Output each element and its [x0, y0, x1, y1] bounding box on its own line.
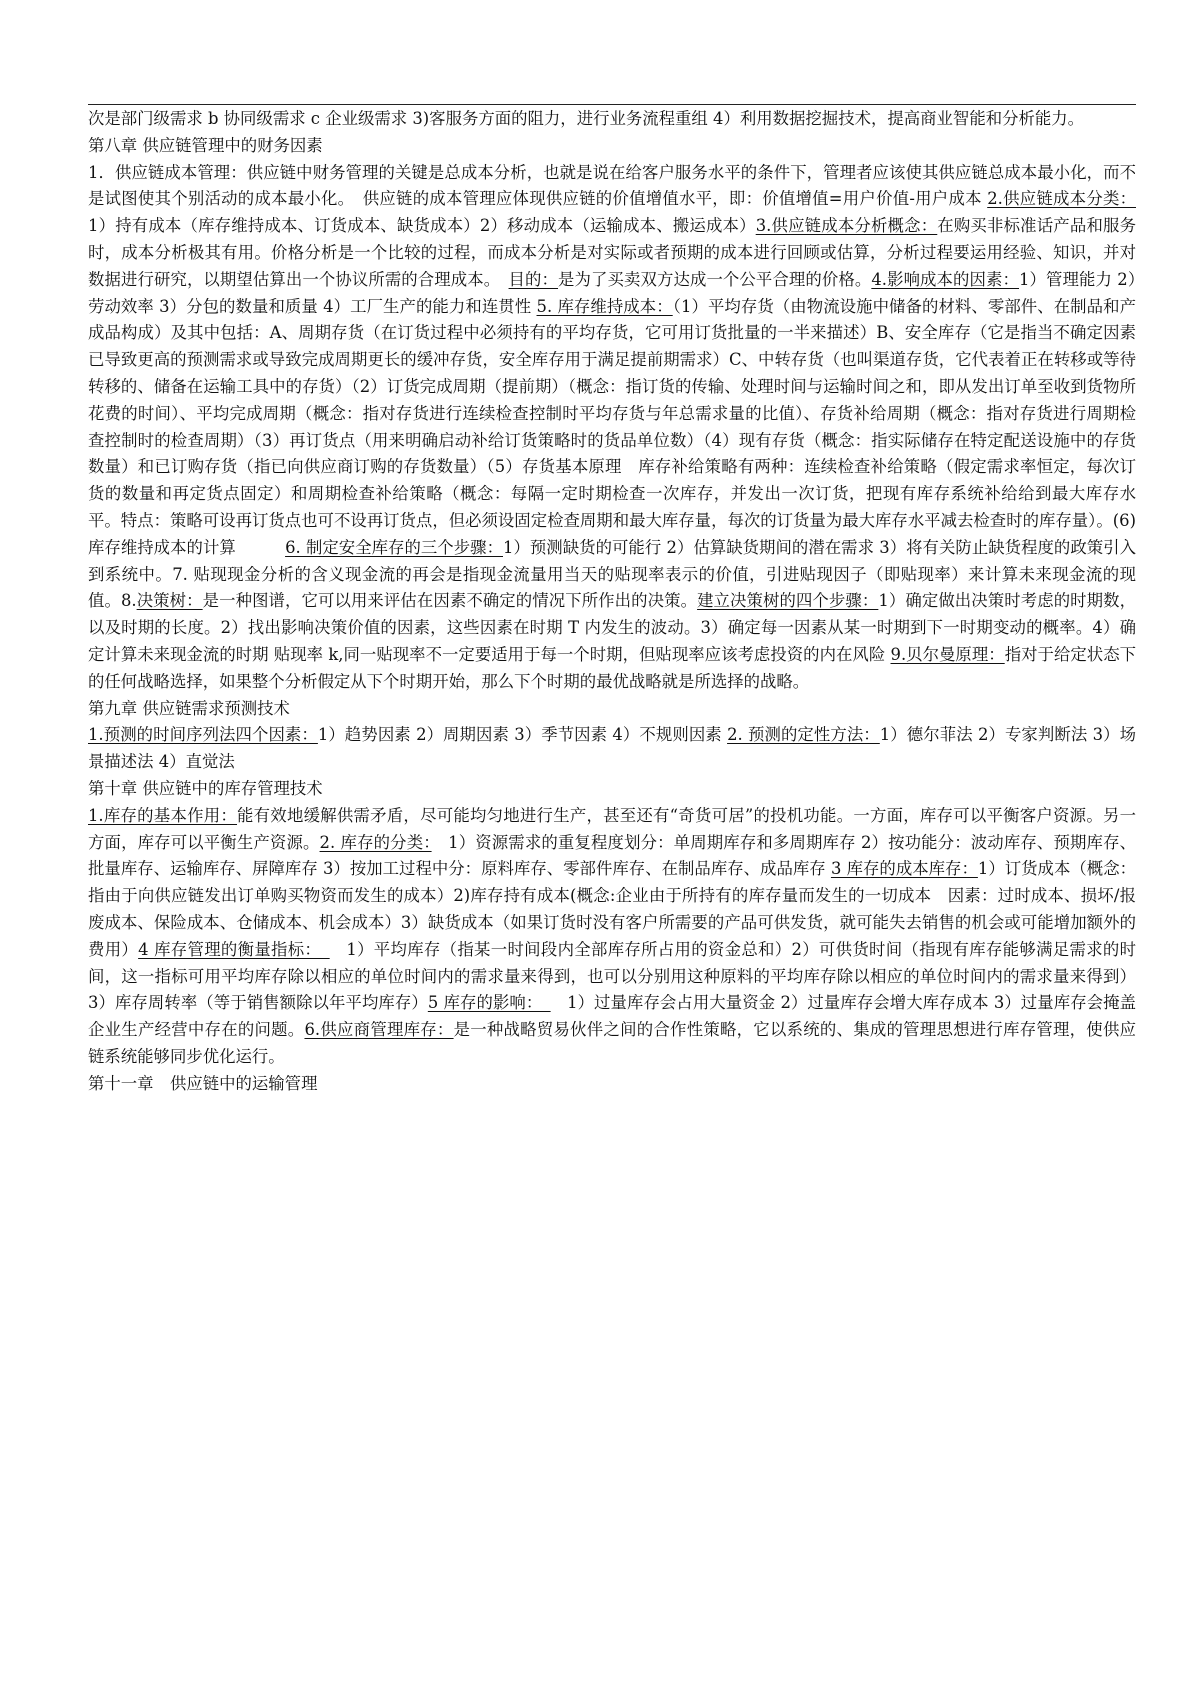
body-run: 1）预测缺货的可能行 2）估算缺货期间的潜在需求 3）将有关防止缺货程度的政策引入到系统中。7. 贴现现金分析的含义现金流的再会是指现金流量用当天的贴现率表示的价值，引进贴现因子（即贴现率）来计算未来现金流的现值。8.: [88, 537, 1136, 611]
section-label: 4.影响成本的因素：: [871, 269, 1020, 289]
chapter-8-heading: 第八章 供应链管理中的财务因素: [88, 135, 323, 155]
chapter-9-heading: 第九章 供应链需求预测技术: [88, 698, 290, 718]
section-label: 6.供应商管理库存：: [304, 1020, 454, 1040]
body-run: 1．供应链成本管理：供应链中财务管理的关键是总成本分析，也就是说在给客户服务水平的条件下，管理者应该使其供应链总成本最小化，而不是试图使其个别活动的成本最小化。 供应链的成本管理应体现供应链的价值增值水平，即：价值增值=用户价值-用户成本: [88, 162, 1136, 209]
body-run: 1）持有成本（库存维持成本、订货成本、缺货成本）2）移动成本（运输成本、搬运成本）: [88, 216, 756, 236]
body-run: 能有效地缓解供需矛盾，尽可能均匀地进行生产，甚至还有“奇货可居”的投机功能。一方面，库存可以平衡客户资源。另一方面，库存可以平衡生产资源。: [88, 805, 1136, 852]
body-run: 1）资源需求的重复程度划分：单周期库存和多周期库存 2）按功能分：波动库存、预期库存、批量库存、运输库存、屏障库存 3）按加工过程中分：原料库存、零部件库存、在制品库存、成品库存: [88, 832, 1136, 879]
chapter-10-heading: 第十章 供应链中的库存管理技术: [88, 778, 323, 798]
section-label: 2. 预测的定性方法：: [727, 725, 880, 745]
body-run: 1）德尔菲法 2）专家判断法 3）场景描述法 4）直觉法: [88, 725, 1136, 772]
body-run: 是一种战略贸易伙伴之间的合作性策略，它以系统的、集成的管理思想进行库存管理，使供应链系统能够同步优化运行。: [88, 1020, 1137, 1066]
top-rule: [88, 104, 1136, 105]
section-label: 决策树：: [136, 591, 203, 611]
chapter-11-heading: 第十一章 供应链中的运输管理: [88, 1073, 318, 1093]
para-chapter-10: [88, 803, 1136, 1071]
section-label: 5 库存的影响：: [427, 993, 551, 1013]
body-run: 1）趋势因素 2）周期因素 3）季节因素 4）不规则因素: [317, 725, 728, 745]
section-label: 2.供应链成本分类：: [987, 189, 1136, 209]
section-label: 9.贝尔曼原理：: [890, 644, 1005, 664]
body-run: 1）管理能力 2）劳动效率 3）分包的数量和质量 4）工厂生产的能力和连贯性: [88, 269, 1137, 316]
section-label: 1.预测的时间序列法四个因素：: [88, 725, 318, 745]
document-body: [88, 106, 1136, 1097]
section-label: 建立决策树的四个步骤：: [697, 591, 879, 611]
section-label: 3 库存的成本库存：: [830, 859, 978, 879]
body-run: 次是部门级需求 b 协同级需求 c 企业级需求 3)客服务方面的阻力，进行业务流程重组 4）利用数据挖掘技术，提高商业智能和分析能力。: [88, 109, 1085, 128]
body-run: （1）平均存货（由物流设施中储备的材料、零部件、在制品和产成品构成）及其中包括：A、周期存货（在订货过程中必须持有的平均存货，它可用订货批量的一半来描述）B、安全库存（它是指当不确定因素已导致更高的预测需求或导致完成周期更长的缓冲存货，安全库存用于满足提前期需求）C、中转存货（也叫渠道存货，它代表着正在转移或等待转移的、储备在运输工具中的存货）（2）订货完成周期（提前期）（概念：指订货的传输、处理时间与运输时间之和，即从发出订单至收到货物所花费的时间）、平均完成周期（概念：指对存货进行连续检查控制时平均存货与年总需求量的比值）、存货补给周期（概念：指对存货进行周期检查控制时的检查周期）（3）再订货点（用来明确启动补给订货策略时的货品单位数）（4）现有存货（概念：指实际储存在特定配送设施中的存货数量）和已订购存货（指已向供应商订购的存货数量）（5）存货基本原理 库存补给策略有两种：连续检查补给策略（假定需求率恒定，每次订货的数量和再定货点固定）和周期检查补给策略（概念：每隔一定时期检查一次库存，并发出一次订货，把现有库存系统补给给到最大库存水平。特点：策略可设再订货点也可不设再订货点，但必须设固定检查周期和最大库存量，每次的订货量为最大库存水平减去检查时的库存量）。(6)库存维持成本的计算: [88, 296, 1136, 557]
section-label: 1.库存的基本作用：: [88, 805, 238, 825]
section-label: 2. 库存的分类：: [319, 832, 432, 852]
para-chapter-9: [88, 722, 1136, 776]
body-run: 1）平均库存（指某一时间段内全部库存所占用的资金总和）2）可供货时间（指现有库存能够满足需求的时间，这一指标可用平均库存除以相应的单位时间内的需求量来得到，也可以分别用这种原料的平均库存除以相应的单位时间内的需求量来得到）3）库存周转率（等于销售额除以年平均库存）: [88, 939, 1137, 1013]
para-chapter-8: [88, 160, 1136, 696]
section-label: 6. 制定安全库存的三个步骤：: [285, 537, 503, 557]
section-label: 4 库存管理的衡量指标：: [138, 939, 330, 959]
section-label: 5. 库存维持成本：: [536, 296, 673, 316]
body-run: 1）订货成本（概念：指由于向供应链发出订单购买物资而发生的成本）2)库存持有成本(概念:企业由于所持有的库存量而发生的一切成本 因素：过时成本、损坏/报废成本、保险成本、仓储成本、机会成本）3）缺货成本（如果订货时没有客户所需要的产品可供发货，就可能失去销售的机会或可能增加额外的费用）: [88, 859, 1136, 959]
section-label: 3.供应链成本分析概念：: [755, 216, 938, 236]
para-intro-continuation: [88, 106, 1136, 133]
body-run: 是一种图谱，它可以用来评估在因素不确定的情况下所作出的决策。: [202, 591, 698, 611]
body-run: 1）过量库存会占用大量资金 2）过量库存会增大库存成本 3）过量库存会掩盖企业生产经营中存在的问题。: [88, 993, 1136, 1040]
body-run: 是为了买卖双方达成一个公平合理的价格。: [558, 269, 872, 289]
section-label: 目的：: [508, 269, 559, 289]
body-run: 1）确定做出决策时考虑的时期数，以及时期的长度。2）找出影响决策价值的因素，这些因素在时期 T 内发生的波动。3）确定每一因素从某一时期到下一时期变动的概率。4）确定计算未来现金流的时期 贴现率 k,同一贴现率不一定要适用于每一个时期，但贴现率应该考虑投资的内在风险: [88, 591, 1137, 664]
body-run: 指对于给定状态下的任何战略选择，如果整个分析假定从下个时期开始，那么下个时期的最优战略就是所选择的战略。: [88, 644, 1137, 691]
body-run: 在购买非标准话产品和服务时，成本分析极其有用。价格分析是一个比较的过程，而成本分析是对实际或者预期的成本进行回顾或估算，分析过程要运用经验、知识，并对数据进行研究，以期望估算出一个协议所需的合理成本。: [88, 216, 1137, 289]
